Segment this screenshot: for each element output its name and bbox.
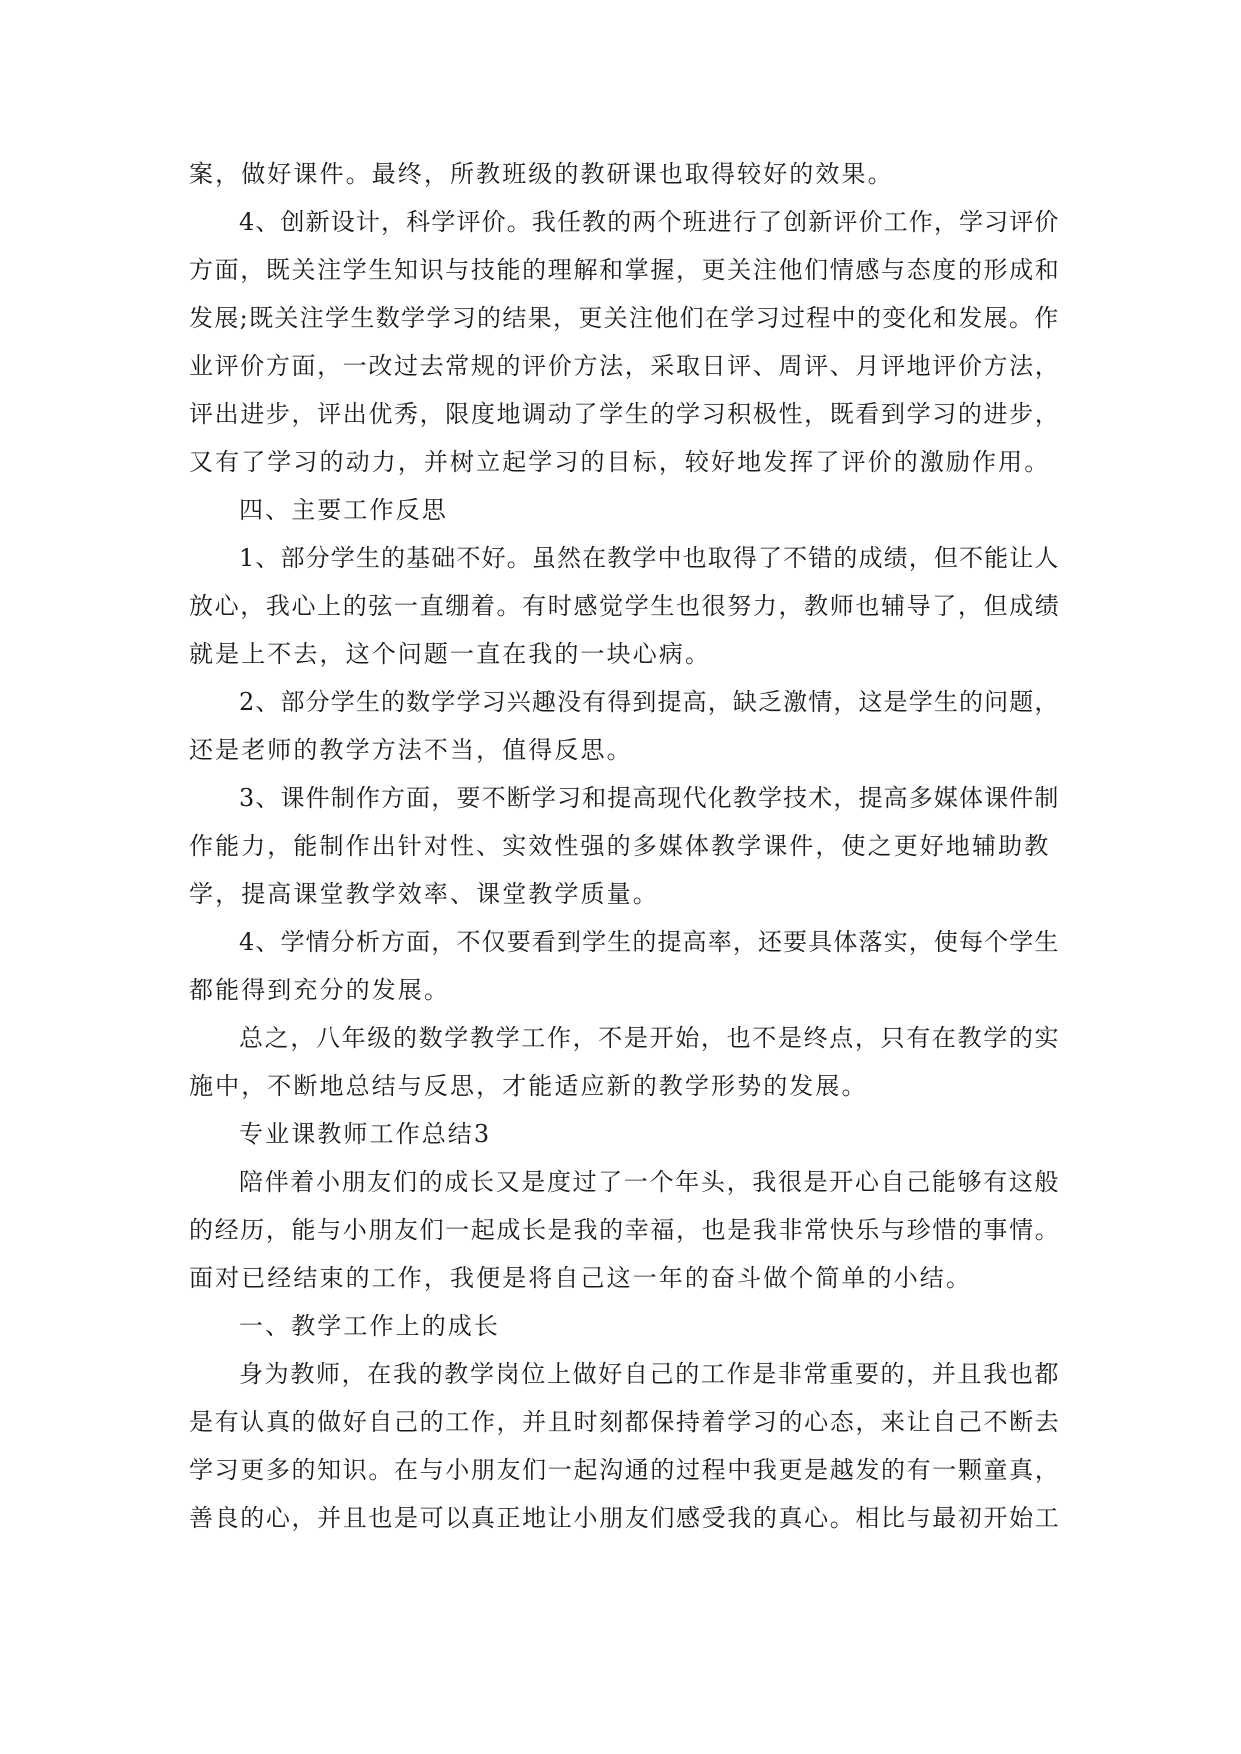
text-line: 4、学情分析方面，不仅要看到学生的提高率，还要具体落实，使每个学生: [239, 928, 1060, 956]
text-line: 评出进步，评出优秀，限度地调动了学生的学习积极性，既看到学习的进步，: [189, 400, 1061, 428]
section-heading: 四、主要工作反思: [239, 496, 448, 524]
text-line: 学习更多的知识。在与小朋友们一起沟通的过程中我更是越发的有一颗童真，: [189, 1456, 1061, 1484]
text-line: 总之，八年级的数学教学工作，不是开始，也不是终点，只有在教学的实: [239, 1024, 1061, 1052]
text-line: 案，做好课件。最终，所教班级的教研课也取得较好的效果。: [189, 160, 894, 188]
text-line: 3、课件制作方面，要不断学习和提高现代化教学技术，提高多媒体课件制: [239, 784, 1060, 812]
text-line: 又有了学习的动力，并树立起学习的目标，较好地发挥了评价的激励作用。: [189, 448, 1051, 476]
text-line: 学，提高课堂教学效率、课堂教学质量。: [189, 880, 659, 908]
text-line: 陪伴着小朋友们的成长又是度过了一个年头，我很是开心自己能够有这般: [239, 1168, 1061, 1196]
text-line: 的经历，能与小朋友们一起成长是我的幸福，也是我非常快乐与珍惜的事情。: [189, 1216, 1061, 1244]
text-line: 善良的心，并且也是可以真正地让小朋友们感受我的真心。相比与最初开始工: [189, 1504, 1061, 1532]
text-line: 4、创新设计，科学评价。我任教的两个班进行了创新评价工作，学习评价: [239, 208, 1060, 236]
text-line: 发展;既关注学生数学学习的结果，更关注他们在学习过程中的变化和发展。作: [189, 304, 1060, 332]
text-line: 2、部分学生的数学学习兴趣没有得到提高，缺乏激情，这是学生的问题，: [239, 688, 1060, 716]
text-line: 1、部分学生的基础不好。虽然在教学中也取得了不错的成绩，但不能让人: [239, 544, 1060, 572]
text-line: 身为教师，在我的教学岗位上做好自己的工作是非常重要的，并且我也都: [239, 1360, 1061, 1388]
text-line: 都能得到充分的发展。: [189, 976, 450, 1004]
text-line: 作能力，能制作出针对性、实效性强的多媒体教学课件，使之更好地辅助教: [189, 832, 1051, 860]
text-line: 是有认真的做好自己的工作，并且时刻都保持着学习的心态，来让自己不断去: [189, 1408, 1061, 1436]
text-line: 还是老师的教学方法不当，值得反思。: [189, 736, 633, 764]
text-line: 面对已经结束的工作，我便是将自己这一年的奋斗做个简单的小结。: [189, 1264, 972, 1292]
section-heading: 一、教学工作上的成长: [239, 1312, 500, 1340]
text-line: 施中，不断地总结与反思，才能适应新的教学形势的发展。: [189, 1072, 868, 1100]
text-line: 放心，我心上的弦一直绷着。有时感觉学生也很努力，教师也辅导了，但成绩: [189, 592, 1061, 620]
section-title: 专业课教师工作总结3: [239, 1120, 492, 1148]
text-line: 业评价方面，一改过去常规的评价方法，采取日评、周评、月评地评价方法，: [189, 352, 1061, 380]
text-line: 就是上不去，这个问题一直在我的一块心病。: [189, 640, 711, 668]
text-line: 方面，既关注学生知识与技能的理解和掌握，更关注他们情感与态度的形成和: [189, 256, 1061, 284]
